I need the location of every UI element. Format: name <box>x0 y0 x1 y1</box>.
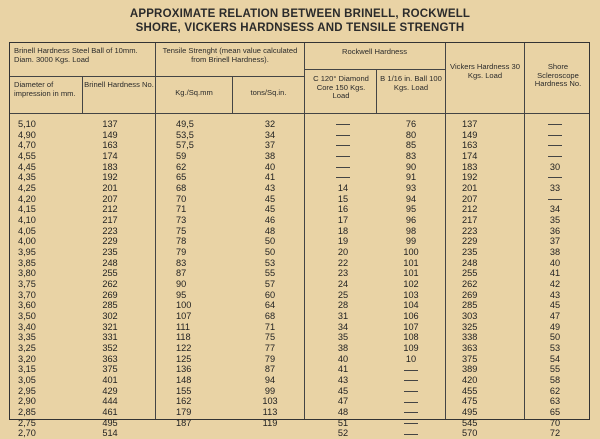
cell-rock_c: 18 <box>337 225 349 236</box>
cell-rock_c <box>328 172 358 183</box>
col-divider <box>376 69 377 113</box>
cell-shore: 58 <box>549 375 561 386</box>
cell-rock_c: 15 <box>337 193 349 204</box>
cell-diameter: 3,80 <box>18 268 36 279</box>
dash-mark <box>404 412 418 413</box>
cell-kg: 136 <box>176 364 192 375</box>
cell-brinell: 137 <box>102 119 118 129</box>
cell-brinell: 375 <box>102 364 118 375</box>
cell-shore: 62 <box>549 385 561 396</box>
cell-vickers: 163 <box>462 140 478 151</box>
cell-rock_b: 101 <box>403 257 419 268</box>
cell-shore: 70 <box>549 417 561 428</box>
cell-rock_c: 51 <box>337 417 349 428</box>
cell-tons: 48 <box>264 225 276 236</box>
cell-shore: 35 <box>549 215 561 226</box>
cell-kg: 59 <box>176 151 187 162</box>
cell-shore: 65 <box>549 407 561 418</box>
cell-shore: 49 <box>549 321 561 332</box>
cell-brinell: 255 <box>102 268 118 279</box>
dash-mark <box>548 124 562 125</box>
cell-shore: 43 <box>549 289 561 300</box>
cell-kg: 107 <box>176 311 192 322</box>
cell-rock_c: 14 <box>337 183 349 194</box>
dash-mark <box>548 145 562 146</box>
cell-rock_c: 19 <box>337 236 349 247</box>
cell-rock_b: 103 <box>403 289 419 300</box>
cell-rock_b: 100 <box>403 247 419 258</box>
cell-vickers: 495 <box>462 407 478 418</box>
cell-tons: 71 <box>264 321 276 332</box>
cell-rock_c: 35 <box>337 332 349 343</box>
cell-rock_b: 93 <box>405 183 417 194</box>
header-brinell-group: Brinell Hardness Steel Ball of 10mm. Diam. 3000 Kgs. Load <box>14 46 138 64</box>
cell-brinell: 429 <box>102 385 118 396</box>
cell-rock_c: 43 <box>337 375 349 386</box>
cell-vickers: 269 <box>462 289 478 300</box>
cell-brinell: 217 <box>102 215 118 226</box>
cell-brinell: 183 <box>102 161 118 172</box>
cell-rock_c: 22 <box>337 257 349 268</box>
cell-brinell: 229 <box>102 236 118 247</box>
cell-vickers: 217 <box>462 215 478 226</box>
cell-diameter: 4,45 <box>18 161 36 172</box>
title-line-2: SHORE, VICKERS HARDNSESS AND TENSILE STRENGTH <box>135 22 465 34</box>
cell-shore: 36 <box>549 225 561 236</box>
cell-rock_b: 76 <box>405 119 417 129</box>
cell-diameter: 3,15 <box>18 364 36 375</box>
cell-vickers: 455 <box>462 385 478 396</box>
dash-mark <box>336 135 350 136</box>
cell-rock_b: 102 <box>403 279 419 290</box>
cell-brinell: 514 <box>102 428 118 439</box>
header-vickers: Vickers Hardness 30 Kgs. Load <box>450 62 520 80</box>
cell-tons: 75 <box>264 332 276 343</box>
cell-rock_b: 96 <box>405 215 417 226</box>
dash-mark <box>336 167 350 168</box>
col-divider <box>524 43 525 419</box>
header-rockwell-group: Rockwell Hardness <box>342 47 407 56</box>
dash-mark <box>548 135 562 136</box>
cell-rock_c: 34 <box>337 321 349 332</box>
cell-vickers: 375 <box>462 353 478 364</box>
cell-vickers: 192 <box>462 172 478 183</box>
cell-brinell: 401 <box>102 375 118 386</box>
column-vickers <box>462 119 492 439</box>
cell-diameter: 4,20 <box>18 193 36 204</box>
column-tons-sqin <box>255 119 285 439</box>
cell-vickers: 174 <box>462 151 478 162</box>
cell-vickers: 248 <box>462 257 478 268</box>
cell-tons: 53 <box>264 257 276 268</box>
cell-tons: 40 <box>264 161 276 172</box>
cell-brinell: 235 <box>102 247 118 258</box>
cell-diameter: 2,90 <box>18 396 36 407</box>
cell-diameter: 3,50 <box>18 311 36 322</box>
cell-diameter: 3,70 <box>18 289 36 300</box>
cell-rock_b: 101 <box>403 268 419 279</box>
dash-mark <box>336 124 350 125</box>
cell-shore: 50 <box>549 332 561 343</box>
cell-shore: 55 <box>549 364 561 375</box>
cell-rock_b <box>394 407 428 418</box>
cell-shore: 38 <box>549 247 561 258</box>
cell-kg: 68 <box>176 183 187 194</box>
header-divider <box>10 76 304 77</box>
cell-rock_c: 52 <box>337 428 349 439</box>
dash-mark <box>548 156 562 157</box>
cell-kg: 65 <box>176 172 187 183</box>
col-divider <box>445 43 446 419</box>
cell-vickers: 545 <box>462 417 478 428</box>
header-divider <box>304 69 445 70</box>
header-body-divider <box>10 113 589 114</box>
cell-diameter: 4,25 <box>18 183 36 194</box>
header-tensile-group: Tensile Strenght (mean value calculated from Brinell Hardness). <box>162 46 298 64</box>
cell-vickers: 363 <box>462 343 478 354</box>
cell-diameter: 3,35 <box>18 332 36 343</box>
cell-shore <box>540 151 570 162</box>
cell-rock_c <box>328 151 358 162</box>
cell-shore: 30 <box>549 161 561 172</box>
cell-diameter: 4,90 <box>18 129 36 140</box>
cell-kg: 83 <box>176 257 187 268</box>
cell-rock_c <box>328 130 358 141</box>
cell-shore: 41 <box>549 268 561 279</box>
cell-tons: 34 <box>264 129 276 140</box>
header-rockwell-c: C 120° Diamond Core 150 Kgs. Load <box>313 74 369 101</box>
cell-diameter: 3,60 <box>18 300 36 311</box>
cell-rock_c <box>328 119 358 130</box>
cell-vickers: 338 <box>462 332 478 343</box>
cell-shore: 53 <box>549 343 561 354</box>
cell-rock_b: 94 <box>405 193 417 204</box>
cell-vickers: 229 <box>462 236 478 247</box>
dash-mark <box>404 391 418 392</box>
cell-rock_b <box>394 418 428 429</box>
cell-vickers: 262 <box>462 279 478 290</box>
cell-tons: 87 <box>264 364 276 375</box>
cell-kg: 179 <box>176 407 192 418</box>
column-brinell <box>90 119 130 439</box>
cell-kg: 111 <box>176 321 190 332</box>
cell-rock_b: 91 <box>405 172 417 183</box>
cell-rock_c: 23 <box>337 268 349 279</box>
cell-tons: 45 <box>264 193 276 204</box>
cell-tons: 45 <box>264 204 276 215</box>
cell-tons: 43 <box>264 183 276 194</box>
cell-tons: 55 <box>264 268 276 279</box>
cell-vickers: 212 <box>462 204 478 215</box>
cell-brinell: 444 <box>102 396 118 407</box>
header-tons-sqin: tons/Sq.in. <box>250 88 287 97</box>
header-diameter: Diameter of impression in mm. <box>14 80 76 98</box>
cell-shore: 47 <box>549 311 561 322</box>
dash-mark <box>548 177 562 178</box>
title-line-1: APPROXIMATE RELATION BETWEEN BRINELL, ROCKWELL <box>129 8 471 20</box>
column-diameter <box>18 119 68 439</box>
dash-mark <box>404 402 418 403</box>
cell-diameter: 4,00 <box>18 236 36 247</box>
cell-rock_b: 95 <box>405 204 417 215</box>
cell-shore: 72 <box>549 428 561 439</box>
header-kg-sqmm: Kg./Sq.mm <box>175 88 213 97</box>
dash-mark <box>336 156 350 157</box>
cell-rock_b: 10 <box>405 353 417 364</box>
cell-kg: 73 <box>176 215 187 226</box>
cell-rock_b <box>394 364 428 375</box>
hardness-table <box>9 42 590 439</box>
cell-brinell: 352 <box>102 343 118 354</box>
cell-tons: 57 <box>264 279 276 290</box>
cell-tons: 32 <box>264 119 276 129</box>
cell-shore <box>540 140 570 151</box>
cell-brinell: 207 <box>102 193 118 204</box>
header-rockwell-b: B 1/16 in. Ball 100 Kgs. Load <box>380 74 442 92</box>
cell-diameter: 3,20 <box>18 353 36 364</box>
cell-tons: 103 <box>262 396 278 407</box>
cell-brinell: 495 <box>102 417 118 428</box>
cell-vickers: 201 <box>462 183 478 194</box>
cell-tons: 64 <box>264 300 276 311</box>
cell-brinell: 461 <box>102 407 118 418</box>
cell-kg: 95 <box>176 289 187 300</box>
cell-rock_c: 47 <box>337 396 349 407</box>
cell-shore <box>540 119 570 130</box>
cell-rock_c: 48 <box>337 407 349 418</box>
cell-diameter: 3,95 <box>18 247 36 258</box>
cell-tons: 77 <box>264 343 276 354</box>
cell-vickers: 183 <box>462 161 478 172</box>
cell-rock_b: 98 <box>405 225 417 236</box>
cell-diameter: 4,70 <box>18 140 36 151</box>
cell-rock_c: 20 <box>337 247 349 258</box>
cell-kg: 90 <box>176 279 187 290</box>
cell-rock_c: 40 <box>337 353 349 364</box>
cell-rock_c: 24 <box>337 279 349 290</box>
cell-rock_b: 90 <box>405 161 417 172</box>
cell-brinell: 285 <box>102 300 118 311</box>
cell-shore: 40 <box>549 257 561 268</box>
cell-vickers: 137 <box>462 119 478 129</box>
cell-tons: 50 <box>264 236 276 247</box>
cell-kg: 125 <box>176 353 192 364</box>
column-rockwell-c <box>328 119 358 439</box>
cell-tons: 119 <box>262 417 278 428</box>
cell-shore: 45 <box>549 300 561 311</box>
cell-shore <box>540 194 570 205</box>
cell-diameter: 3,85 <box>18 257 36 268</box>
cell-diameter: 2,85 <box>18 407 36 418</box>
cell-brinell: 223 <box>102 225 118 236</box>
cell-kg: 57,5 <box>176 140 194 151</box>
column-kg-sqmm <box>176 119 216 439</box>
cell-rock_c: 25 <box>337 289 349 300</box>
cell-diameter: 3,75 <box>18 279 36 290</box>
cell-kg: 79 <box>176 247 187 258</box>
col-divider <box>304 43 305 419</box>
cell-kg: 100 <box>176 300 192 311</box>
cell-tons: 79 <box>264 353 276 364</box>
cell-tons: 38 <box>264 151 276 162</box>
cell-diameter: 3,05 <box>18 375 36 386</box>
cell-vickers: 223 <box>462 225 478 236</box>
cell-tons <box>255 428 285 439</box>
cell-kg: 75 <box>176 225 187 236</box>
cell-diameter: 2,70 <box>18 428 36 439</box>
cell-rock_b: 80 <box>405 129 417 140</box>
col-divider <box>155 43 156 419</box>
dash-mark <box>404 434 418 435</box>
cell-rock_c: 38 <box>337 343 349 354</box>
cell-brinell: 269 <box>102 289 118 300</box>
cell-kg: 70 <box>176 193 187 204</box>
cell-tons: 37 <box>264 140 276 151</box>
cell-rock_b: 104 <box>403 300 419 311</box>
cell-tons: 46 <box>264 215 276 226</box>
cell-rock_c: 16 <box>337 204 349 215</box>
column-rockwell-b <box>394 119 428 439</box>
cell-vickers: 420 <box>462 375 478 386</box>
cell-shore: 54 <box>549 353 561 364</box>
cell-kg: 49,5 <box>176 119 194 129</box>
cell-diameter: 4,35 <box>18 172 36 183</box>
cell-kg: 87 <box>176 268 187 279</box>
cell-vickers: 207 <box>462 193 478 204</box>
cell-shore <box>540 130 570 141</box>
cell-vickers: 285 <box>462 300 478 311</box>
cell-rock_b: 108 <box>403 332 419 343</box>
cell-kg <box>176 428 216 439</box>
cell-kg: 187 <box>176 417 192 428</box>
cell-shore: 33 <box>549 183 561 194</box>
cell-tons: 50 <box>264 247 276 258</box>
cell-tons: 113 <box>262 407 278 418</box>
cell-vickers: 235 <box>462 247 478 258</box>
cell-brinell: 163 <box>102 140 118 151</box>
dash-mark <box>336 177 350 178</box>
cell-brinell: 331 <box>102 332 118 343</box>
cell-kg: 155 <box>176 385 192 396</box>
cell-rock_b: 99 <box>405 236 417 247</box>
cell-brinell: 248 <box>102 257 118 268</box>
cell-kg: 62 <box>176 161 187 172</box>
cell-tons: 94 <box>264 375 276 386</box>
cell-rock_c: 31 <box>337 311 349 322</box>
cell-vickers: 325 <box>462 321 478 332</box>
cell-tons: 68 <box>264 311 276 322</box>
cell-rock_c: 17 <box>337 215 349 226</box>
cell-rock_c <box>328 162 358 173</box>
cell-tons: 60 <box>264 289 276 300</box>
cell-brinell: 212 <box>102 204 118 215</box>
cell-brinell: 201 <box>102 183 118 194</box>
cell-brinell: 321 <box>102 321 118 332</box>
cell-kg: 78 <box>176 236 187 247</box>
cell-rock_b <box>394 386 428 397</box>
cell-shore: 34 <box>549 204 561 215</box>
cell-kg: 162 <box>176 396 192 407</box>
cell-shore: 37 <box>549 236 561 247</box>
cell-tons: 41 <box>264 172 276 183</box>
dash-mark <box>548 199 562 200</box>
cell-tons: 99 <box>264 385 276 396</box>
cell-brinell: 302 <box>102 311 118 322</box>
cell-rock_b: 107 <box>403 321 419 332</box>
cell-rock_b <box>394 396 428 407</box>
cell-vickers: 149 <box>462 129 478 140</box>
cell-vickers: 255 <box>462 268 478 279</box>
cell-rock_b <box>394 375 428 386</box>
cell-kg: 148 <box>176 375 192 386</box>
cell-rock_b <box>394 428 428 439</box>
cell-brinell: 174 <box>102 151 118 162</box>
cell-kg: 122 <box>176 343 192 354</box>
dash-mark <box>404 370 418 371</box>
cell-diameter: 4,05 <box>18 225 36 236</box>
cell-vickers: 570 <box>462 428 478 439</box>
cell-kg: 71 <box>176 204 187 215</box>
cell-brinell: 192 <box>102 172 118 183</box>
cell-rock_c: 45 <box>337 385 349 396</box>
cell-diameter: 2,95 <box>18 385 36 396</box>
cell-rock_b: 85 <box>405 140 417 151</box>
cell-rock_b: 106 <box>403 311 419 322</box>
cell-diameter: 5,10 <box>18 119 36 129</box>
cell-vickers: 389 <box>462 364 478 375</box>
cell-diameter: 4,10 <box>18 215 36 226</box>
cell-rock_b: 83 <box>405 151 417 162</box>
cell-rock_b: 109 <box>403 343 419 354</box>
cell-vickers: 475 <box>462 396 478 407</box>
cell-brinell: 363 <box>102 353 118 364</box>
cell-diameter: 4,15 <box>18 204 36 215</box>
cell-rock_c: 41 <box>337 364 349 375</box>
cell-diameter: 3,25 <box>18 343 36 354</box>
dash-mark <box>404 380 418 381</box>
cell-shore <box>540 172 570 183</box>
cell-kg: 118 <box>176 332 191 343</box>
header-brinell-no: Brinell Hardness No. <box>84 80 154 89</box>
cell-vickers: 303 <box>462 311 478 322</box>
column-shore <box>540 119 570 439</box>
cell-shore: 42 <box>549 279 561 290</box>
cell-diameter: 3,40 <box>18 321 36 332</box>
cell-brinell: 149 <box>102 129 118 140</box>
cell-diameter: 4,55 <box>18 151 36 162</box>
cell-shore: 63 <box>549 396 561 407</box>
cell-rock_c <box>328 140 358 151</box>
cell-kg: 53,5 <box>176 129 194 140</box>
header-shore: Shore Scleroscope Hardness No. <box>534 62 582 89</box>
cell-diameter: 2,75 <box>18 417 36 428</box>
dash-mark <box>336 145 350 146</box>
cell-brinell: 262 <box>102 279 118 290</box>
cell-rock_c: 28 <box>337 300 349 311</box>
